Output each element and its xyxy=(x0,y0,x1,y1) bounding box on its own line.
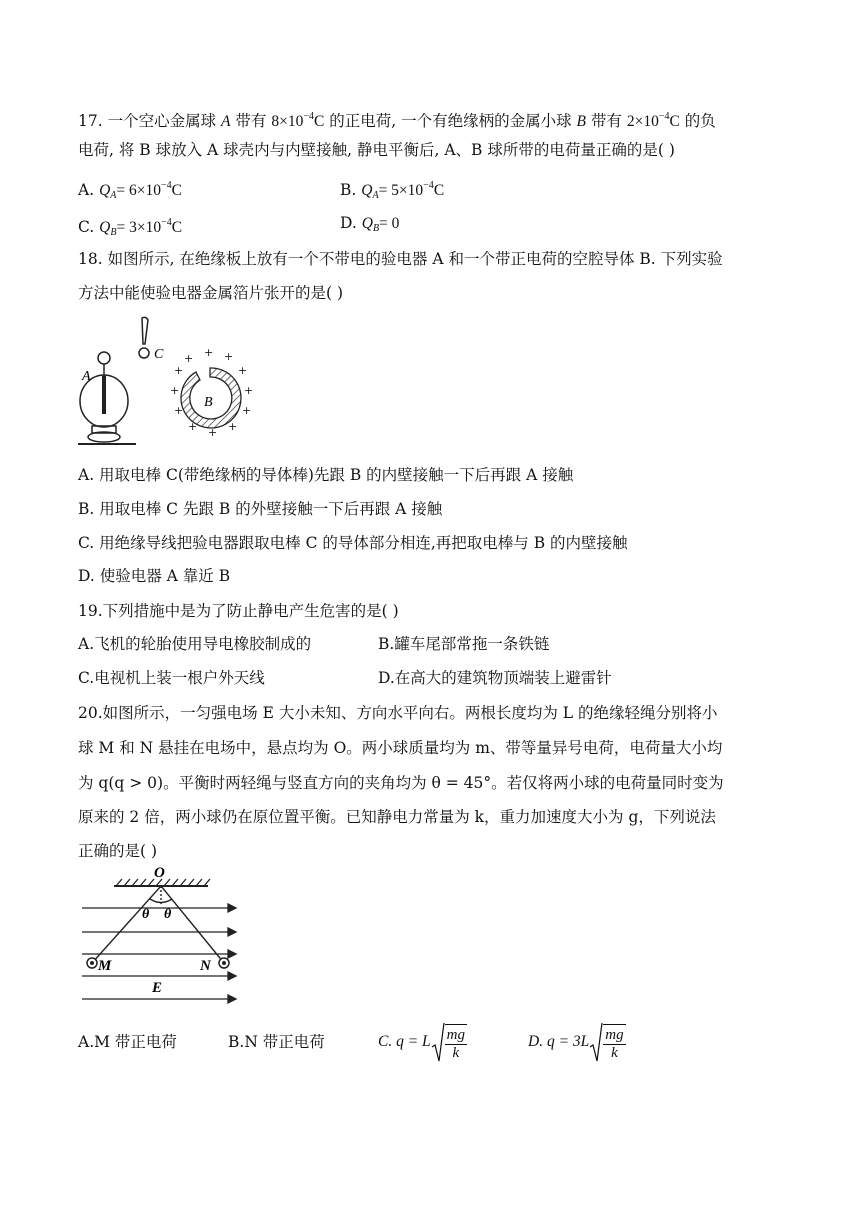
electroscope-a-icon xyxy=(78,352,136,444)
sqrt-expression: $\frac{mg}{k}$ xyxy=(431,1019,467,1065)
q19-option-b: B.罐车尾部常拖一条铁链 xyxy=(378,635,550,653)
q20-stem-line3: 为 q(q > 0)。平衡时两轻绳与竖直方向的夹角均为 θ = 45°。若仅将两小球的电荷量同时变为 xyxy=(78,774,724,792)
svg-text:+: + xyxy=(208,426,218,439)
q17-option-c: C. $Q_B= 3\times 10^{-4}C$ xyxy=(78,217,183,238)
svg-text:+: + xyxy=(174,404,184,417)
q19-option-a: A.飞机的轮胎使用导电橡胶制成的 xyxy=(78,635,312,653)
q20-stem-line4: 原来的 2 倍，两小球仍在原位置平衡。已知静电力常量为 k，重力加速度大小为 g，下列说法 xyxy=(78,808,716,826)
q18-option-c: C. 用绝缘导线把验电器跟取电棒 C 的导体部分相连,再把取电棒与 B 的内壁接触 xyxy=(78,534,628,552)
q20-stem-line1: 20.如图所示，一匀强电场 E 大小未知、方向水平向右。两根长度均为 L 的绝缘轻绳分别将小 xyxy=(78,704,718,722)
q17-stem-line1: 17. 一个空心金属球 A 带有 $8\times 10^{-4}C$ 的正电荷, 一个有绝缘柄的金属小球 B 带有 $2\times 10^{-4}C$ 的负 xyxy=(78,111,716,130)
ball-m-icon xyxy=(87,958,97,968)
fig-label-a: A xyxy=(82,369,91,384)
q18-stem-line2: 方法中能使验电器金属箔片张开的是( ) xyxy=(78,284,344,302)
fig-label-b: B xyxy=(204,395,213,410)
fig-label-n: N xyxy=(200,958,211,974)
q19-stem: 19.下列措施中是为了防止静电产生危害的是( ) xyxy=(78,602,399,620)
hollow-conductor-b-icon xyxy=(170,346,253,439)
svg-text:+: + xyxy=(188,420,198,433)
svg-text:+: + xyxy=(244,384,254,397)
sqrt-expression: $\frac{mg}{k}$ xyxy=(589,1019,625,1065)
q20-option-b: B.N 带正电荷 xyxy=(228,1033,325,1051)
fig-theta-right: θ xyxy=(164,907,172,922)
svg-text:+: + xyxy=(184,352,194,365)
q17-option-d: D. $Q_B= 0$ xyxy=(340,214,400,234)
q20-stem-line5: 正确的是( ) xyxy=(78,842,158,860)
fig-label-e: E xyxy=(152,980,163,996)
q18-figure-electroscope xyxy=(78,316,278,452)
svg-text:+: + xyxy=(204,346,214,359)
svg-text:+: + xyxy=(170,384,180,397)
q20-option-c: C. q = L $\frac{mg}{k}$ xyxy=(378,1018,467,1065)
fig-label-o: O xyxy=(154,866,165,881)
fig-label-m: M xyxy=(98,958,112,974)
q18-stem-line1: 18. 如图所示, 在绝缘板上放有一个不带电的验电器 A 和一个带正电荷的空腔导体 B. 下列实验 xyxy=(78,250,723,268)
svg-text:+: + xyxy=(224,350,234,363)
q17-option-a: A. $Q_A= 6\times 10^{-4}C$ xyxy=(78,180,182,201)
q18-option-b: B. 用取电棒 C 先跟 B 的外壁接触一下后再跟 A 接触 xyxy=(78,500,443,518)
q20-option-a: A.M 带正电荷 xyxy=(78,1033,177,1051)
q20-stem-line2: 球 M 和 N 悬挂在电场中，悬点均为 O。两小球质量均为 m、带等量异号电荷，电荷量大小均 xyxy=(78,739,723,757)
q18-option-d: D. 使验电器 A 靠近 B xyxy=(78,567,231,585)
q20-option-d: D. q = 3L $\frac{mg}{k}$ xyxy=(528,1018,626,1065)
strings xyxy=(92,886,224,963)
fig-label-c: C xyxy=(154,347,164,362)
q19-option-c: C.电视机上装一根户外天线 xyxy=(78,669,265,687)
svg-text:+: + xyxy=(242,404,252,417)
fig-theta-left: θ xyxy=(142,907,150,922)
ball-n-icon xyxy=(219,958,229,968)
q20-figure-pendulums xyxy=(78,866,248,1006)
svg-text:+: + xyxy=(238,364,248,377)
q19-option-d: D.在高大的建筑物顶端装上避雷针 xyxy=(378,669,612,687)
svg-text:+: + xyxy=(174,364,184,377)
rod-c-icon xyxy=(139,317,149,358)
q18-option-a: A. 用取电棒 C(带绝缘柄的导体棒)先跟 B 的内壁接触一下后再跟 A 接触 xyxy=(78,466,574,484)
svg-text:+: + xyxy=(228,420,238,433)
q17-stem-line2: 电荷, 将 B 球放入 A 球壳内与内壁接触, 静电平衡后, A、B 球所带的电荷量正确的是( ) xyxy=(78,141,675,159)
q17-option-b: B. $Q_A= 5\times 10^{-4}C$ xyxy=(340,180,445,201)
